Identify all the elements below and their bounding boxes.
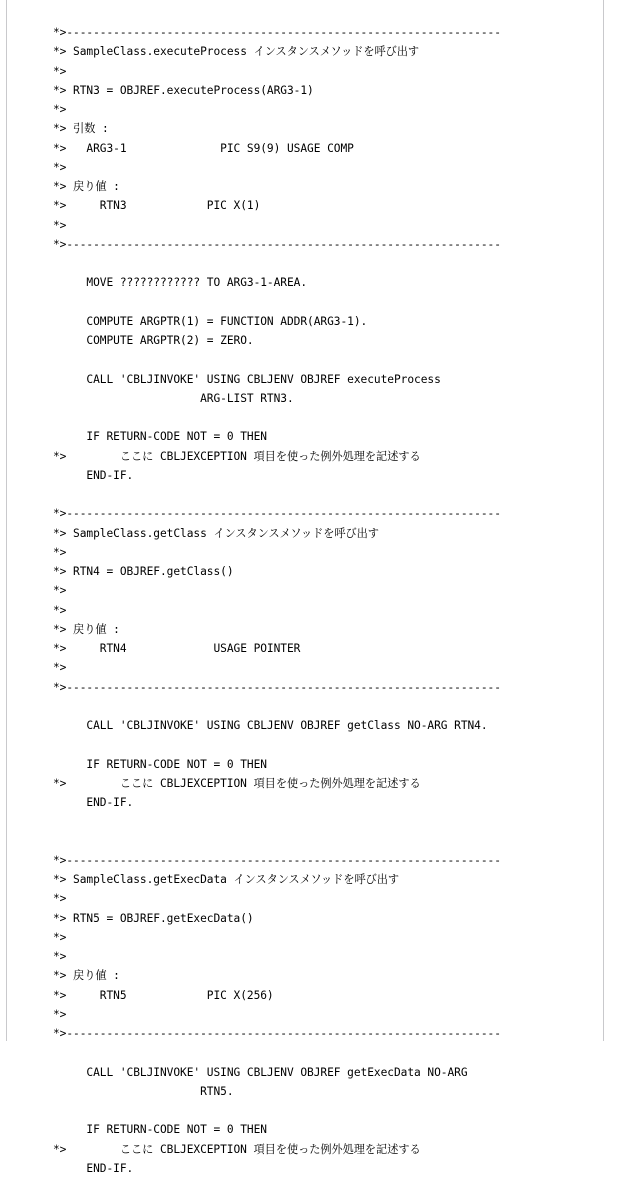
code-line: CALL 'CBLJINVOKE' USING CBLJENV OBJREF getClass NO-ARG RTN4. (53, 719, 488, 733)
code-line: *> (53, 892, 67, 906)
code-line (53, 697, 613, 716)
code-line: *>----------------------------------------------------------------- (53, 237, 501, 251)
code-line: *> RTN3 = OBJREF.executeProcess(ARG3-1) (53, 83, 314, 97)
code-line: *> 戻り値 : (53, 969, 120, 983)
code-line: IF RETURN-CODE NOT = 0 THEN (53, 430, 267, 444)
code-line: *> 戻り値 : (53, 180, 120, 194)
code-line: *> SampleClass.executeProcess インスタンスメソッドを呼び出す (53, 45, 420, 59)
code-line: *> RTN5 = OBJREF.getExecData() (53, 911, 254, 925)
code-line: *>----------------------------------------------------------------- (53, 26, 501, 40)
code-line: CALL 'CBLJINVOKE' USING CBLJENV OBJREF getExecData NO-ARG (53, 1065, 468, 1079)
code-line: *>----------------------------------------------------------------- (53, 853, 501, 867)
code-line: COMPUTE ARGPTR(2) = ZERO. (53, 334, 254, 348)
code-line: *> (53, 930, 67, 944)
code-line: *> (53, 950, 67, 964)
code-line: *> (53, 64, 67, 78)
code-line: *> 戻り値 : (53, 622, 120, 636)
code-line: *> (53, 661, 67, 675)
code-line: *> (53, 103, 67, 117)
code-line: RTN5. (53, 1084, 234, 1098)
code-line: *> RTN3 PIC X(1) (53, 199, 261, 213)
code-line: *> 引数 : (53, 122, 109, 136)
code-line: END-IF. (53, 468, 134, 482)
code-line (53, 485, 613, 504)
code-line: COMPUTE ARGPTR(1) = FUNCTION ADDR(ARG3-1). (53, 314, 368, 328)
code-line (53, 1101, 613, 1120)
page-frame (6, 0, 604, 1175)
code-line: *>----------------------------------------------------------------- (53, 680, 501, 694)
code-line: IF RETURN-CODE NOT = 0 THEN (53, 1123, 267, 1137)
code-line: *> ここに CBLJEXCEPTION 項目を使った例外処理を記述する (53, 1142, 421, 1156)
code-line: CALL 'CBLJINVOKE' USING CBLJENV OBJREF executeProcess (53, 372, 441, 386)
code-line: *> ARG3-1 PIC S9(9) USAGE COMP (53, 141, 354, 155)
code-line: END-IF. (53, 1161, 134, 1175)
code-line: IF RETURN-CODE NOT = 0 THEN (53, 757, 267, 771)
code-line: *> ここに CBLJEXCEPTION 項目を使った例外処理を記述する (53, 449, 421, 463)
code-line: MOVE ???????????? TO ARG3-1-AREA. (53, 276, 308, 290)
code-line (53, 812, 613, 831)
code-line (53, 254, 613, 273)
code-line: *> RTN5 PIC X(256) (53, 988, 274, 1002)
code-line (53, 293, 613, 312)
code-line: *> ここに CBLJEXCEPTION 項目を使った例外処理を記述する (53, 776, 421, 790)
code-line (53, 735, 613, 754)
code-line: *>----------------------------------------------------------------- (53, 507, 501, 521)
code-line: *> (53, 160, 67, 174)
code-line (53, 832, 613, 851)
code-line: *> (53, 218, 67, 232)
code-line: END-IF. (53, 796, 134, 810)
code-line: *> RTN4 = OBJREF.getClass() (53, 565, 234, 579)
code-line: *> SampleClass.getClass インスタンスメソッドを呼び出す (53, 526, 379, 540)
code-line: *> (53, 603, 67, 617)
code-line: *>----------------------------------------------------------------- (53, 1027, 501, 1041)
code-line: *> (53, 1007, 67, 1021)
code-line (53, 350, 613, 369)
code-line: ARG-LIST RTN3. (53, 391, 294, 405)
source-code-listing (53, 23, 613, 1178)
code-line (53, 408, 613, 427)
code-line: *> RTN4 USAGE POINTER (53, 642, 301, 656)
code-line: *> (53, 545, 67, 559)
code-line: *> SampleClass.getExecData インスタンスメソッドを呼び出す (53, 873, 400, 887)
code-line: *> (53, 584, 67, 598)
code-line (53, 1043, 613, 1062)
